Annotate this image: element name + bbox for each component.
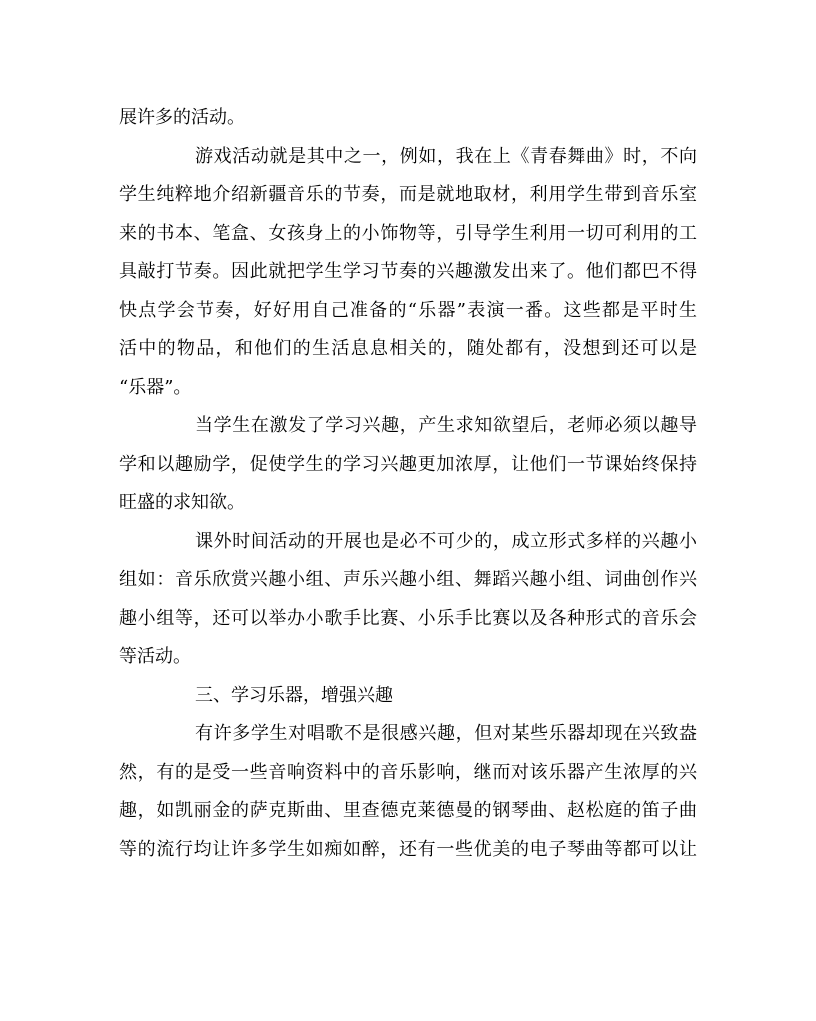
text-line: 趣小组等，还可以举办小歌手比赛、小乐手比赛以及各种形式的音乐会	[119, 607, 697, 629]
text-line: 趣，如凯丽金的萨克斯曲、里查德克莱德曼的钢琴曲、赵松庭的笛子曲	[119, 800, 697, 821]
text-line: 具敲打节奏。因此就把学生学习节奏的兴趣激发出来了。他们都巴不得	[119, 261, 697, 282]
document-body	[119, 99, 697, 869]
text-line: 等的流行均让许多学生如痴如醉，还有一些优美的电子琴曲等都可以让	[119, 838, 697, 860]
paragraph-first-line: 有许多学生对唱歌不是很感兴趣，但对某些乐器却现在兴致盎	[195, 723, 697, 744]
text-line: 等活动。	[119, 646, 191, 667]
section-heading: 三、学习乐器，增强兴趣	[195, 684, 393, 706]
text-line: 学生纯粹地介绍新疆音乐的节奏，而是就地取材，利用学生带到音乐室	[119, 184, 697, 205]
paragraph-first-line: 课外时间活动的开展也是必不可少的，成立形式多样的兴趣小	[195, 530, 697, 552]
text-line: 然，有的是受一些音响资料中的音乐影响，继而对该乐器产生浓厚的兴	[119, 761, 697, 783]
text-line: “乐器”。	[119, 376, 192, 398]
text-line: 旺盛的求知欲。	[119, 492, 245, 513]
paragraph-first-line: 当学生在激发了学习兴趣，产生求知欲望后，老师必须以趣导	[195, 415, 697, 436]
text-line: 组如：音乐欣赏兴趣小组、声乐兴趣小组、舞蹈兴趣小组、词曲创作兴	[119, 569, 697, 590]
text-line: 活中的物品，和他们的生活息息相关的，随处都有，没想到还可以是	[119, 338, 697, 359]
text-line: 快点学会节奏，好好用自己准备的“乐器”表演一番。这些都是平时生	[119, 299, 697, 321]
text-line: 来的书本、笔盒、女孩身上的小饰物等，引导学生利用一切可利用的工	[119, 222, 697, 244]
text-line: 展许多的活动。	[119, 107, 245, 128]
paragraph-first-line: 游戏活动就是其中之一，例如，我在上《青春舞曲》时，不向	[195, 145, 697, 167]
text-line: 学和以趣励学，促使学生的学习兴趣更加浓厚，让他们一节课始终保持	[119, 453, 697, 475]
